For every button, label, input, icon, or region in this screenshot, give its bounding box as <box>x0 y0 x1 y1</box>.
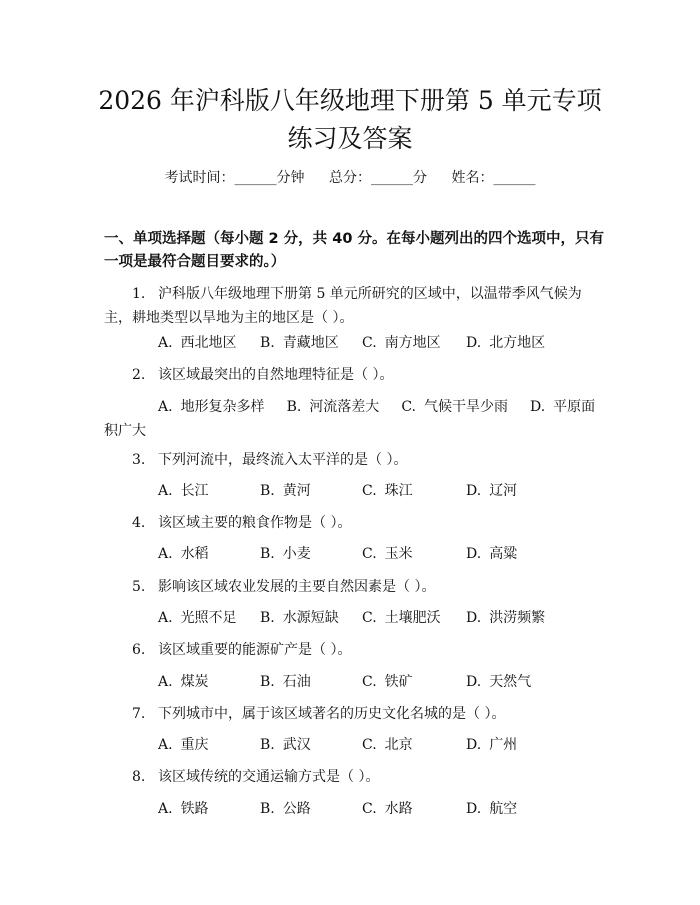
question-2 <box>104 363 609 387</box>
page-title <box>60 82 640 158</box>
option-c[interactable]: C. 气候干旱少雨 <box>401 399 508 415</box>
option-b[interactable]: B. 黄河 <box>260 483 311 499</box>
option-d[interactable]: D. 北方地区 <box>466 335 546 351</box>
question-stem: 4. 该区域主要的粮食作物是（ ）。 <box>132 515 352 531</box>
total-score: 总分：______分 <box>329 170 427 186</box>
option-a[interactable]: A. 煤炭 <box>158 674 209 690</box>
question-2-options <box>104 395 609 443</box>
option-a[interactable]: A. 铁路 <box>158 801 209 817</box>
question-stem: 1. 沪科版八年级地理下册第 5 单元所研究的区域中，以温带季风气候为主，耕地类型以旱地为主的地区是（ ）。 <box>104 282 609 330</box>
option-c[interactable]: C. 珠江 <box>362 483 413 499</box>
option-c[interactable]: C. 南方地区 <box>362 335 441 351</box>
option-b[interactable]: B. 石油 <box>260 674 311 690</box>
option-c[interactable]: C. 玉米 <box>362 546 413 562</box>
option-b[interactable]: B. 青藏地区 <box>260 335 339 351</box>
option-c[interactable]: C. 土壤肥沃 <box>362 610 441 626</box>
option-a[interactable]: A. 长江 <box>158 483 209 499</box>
option-a[interactable]: A. 西北地区 <box>158 335 237 351</box>
option-d[interactable]: D. 航空 <box>466 801 518 817</box>
question-number: 1. <box>132 286 146 302</box>
question-1 <box>104 282 609 330</box>
question-8 <box>104 765 609 789</box>
student-name: 姓名：______ <box>451 170 536 186</box>
option-c[interactable]: C. 水路 <box>362 801 413 817</box>
option-b[interactable]: B. 公路 <box>260 801 311 817</box>
question-stem: 5. 影响该区域农业发展的主要自然因素是（ ）。 <box>132 579 436 595</box>
option-b[interactable]: B. 武汉 <box>260 737 311 753</box>
title-line-1: 2026 年沪科版八年级地理下册第 5 单元专项 <box>98 86 602 115</box>
option-b[interactable]: B. 小麦 <box>260 546 311 562</box>
option-d[interactable]: D. 天然气 <box>466 674 532 690</box>
option-a[interactable]: A. 地形复杂多样 <box>158 399 265 415</box>
question-4 <box>104 511 609 535</box>
option-a[interactable]: A. 光照不足 <box>158 610 237 626</box>
option-d[interactable]: D. 广州 <box>466 737 518 753</box>
question-7 <box>104 702 609 726</box>
question-stem: 6. 该区域重要的能源矿产是（ ）。 <box>132 642 352 658</box>
question-5 <box>104 575 609 599</box>
title-line-2: 练习及答案 <box>287 124 413 153</box>
option-d[interactable]: D. 高粱 <box>466 546 518 562</box>
option-a[interactable]: A. 重庆 <box>158 737 209 753</box>
question-stem: 8. 该区域传统的交通运输方式是（ ）。 <box>132 769 380 785</box>
exam-meta <box>0 168 700 188</box>
option-c[interactable]: C. 铁矿 <box>362 674 413 690</box>
option-d[interactable]: D. 平原面积广大 <box>104 399 596 439</box>
question-3 <box>104 448 609 472</box>
question-stem: 3. 下列河流中，最终流入太平洋的是（ ）。 <box>132 452 408 468</box>
option-d[interactable]: D. 辽河 <box>466 483 518 499</box>
question-stem: 7. 下列城市中，属于该区域著名的历史文化名城的是（ ）。 <box>132 706 506 722</box>
option-b[interactable]: B. 水源短缺 <box>260 610 339 626</box>
question-6 <box>104 638 609 662</box>
section-heading: 一、单项选择题（每小题 2 分，共 40 分。在每小题列出的四个选项中，只有一项是最符合题目要求的。） <box>104 231 604 270</box>
option-b[interactable]: B. 河流落差大 <box>286 399 380 415</box>
exam-time: 考试时间：______分钟 <box>164 170 305 186</box>
option-a[interactable]: A. 水稻 <box>158 546 209 562</box>
option-c[interactable]: C. 北京 <box>362 737 413 753</box>
option-d[interactable]: D. 洪涝频繁 <box>466 610 546 626</box>
question-stem: 2. 该区域最突出的自然地理特征是（ ）。 <box>132 367 394 383</box>
